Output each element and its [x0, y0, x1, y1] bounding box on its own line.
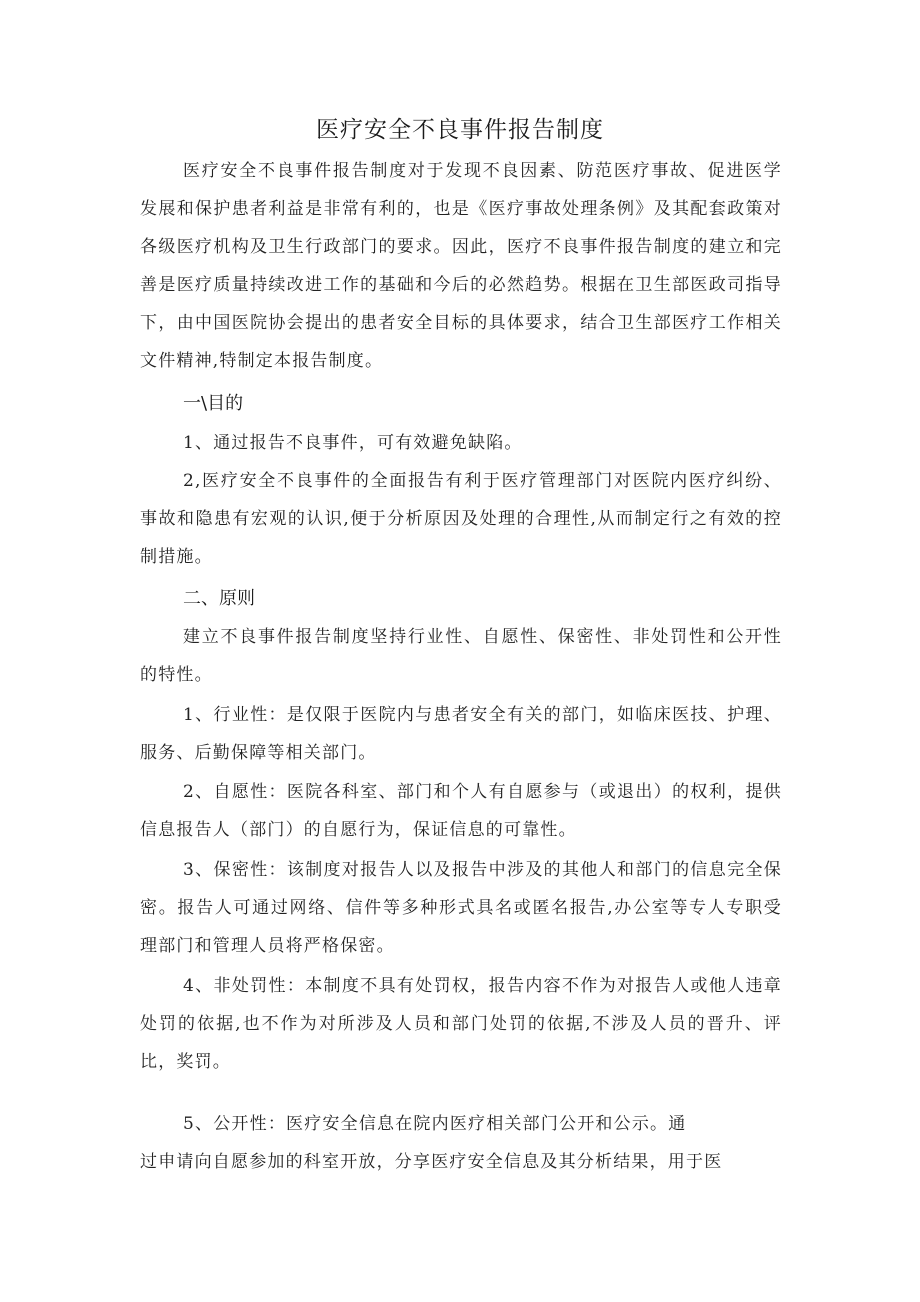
principle-item-openness-line-1: 5、公开性：医疗安全信息在院内医疗相关部门公开和公示。通 — [183, 1114, 687, 1134]
principle-item-confidentiality: 3、保密性：该制度对报告人以及报告中涉及的其他人和部门的信息完全保密。报告人可通过网络、信件等多种形式具名或匿名报告,办公室等专人专职受理部门和管理人员将严格保密。 — [140, 860, 782, 956]
principle-item-voluntary: 2、自愿性：医院各科室、部门和个人有自愿参与（或退出）的权利，提供信息报告人（部门）的自愿行为，保证信息的可靠性。 — [140, 782, 782, 840]
principles-intro: 建立不良事件报告制度坚持行业性、自愿性、保密性、非处罚性和公开性的特性。 — [140, 627, 782, 685]
principle-item-openness-line-2: 过申请向自愿参加的科室开放，分享医疗安全信息及其分析结果，用于医 — [140, 1152, 723, 1172]
document-title: 医疗安全不良事件报告制度 — [316, 117, 604, 143]
section-heading-purpose: 一\目的 — [183, 393, 244, 414]
intro-paragraph: 医疗安全不良事件报告制度对于发现不良因素、防范医疗事故、促进医学发展和保护患者利益是非常有利的，也是《医疗事故处理条例》及其配套政策对各级医疗机构及卫生行政部门的要求。因此，医疗不良事件报告制度的建立和完善是医疗质量持续改进工作的基础和今后的必然趋势。根据在卫生部医政司指导下，由中国医院协会提出的患者安全目标的具体要求，结合卫生部医疗工作相关文件精神,特制定本报告制度。 — [140, 161, 782, 371]
purpose-item-2: 2,医疗安全不良事件的全面报告有利于医疗管理部门对医院内医疗纠纷、事故和隐患有宏观的认识,便于分析原因及处理的合理性,从而制定行之有效的控制措施。 — [140, 471, 782, 567]
purpose-item-1: 1、通过报告不良事件，可有效避免缺陷。 — [183, 433, 523, 453]
principle-item-industry: 1、行业性：是仅限于医院内与患者安全有关的部门，如临床医技、护理、服务、后勤保障等相关部门。 — [140, 705, 782, 763]
section-heading-principles: 二、原则 — [183, 588, 255, 609]
principle-item-non-punitive: 4、非处罚性：本制度不具有处罚权，报告内容不作为对报告人或他人违章处罚的依据,也不作为对所涉及人员和部门处罚的依据,不涉及人员的晋升、评比，奖罚。 — [140, 976, 782, 1072]
